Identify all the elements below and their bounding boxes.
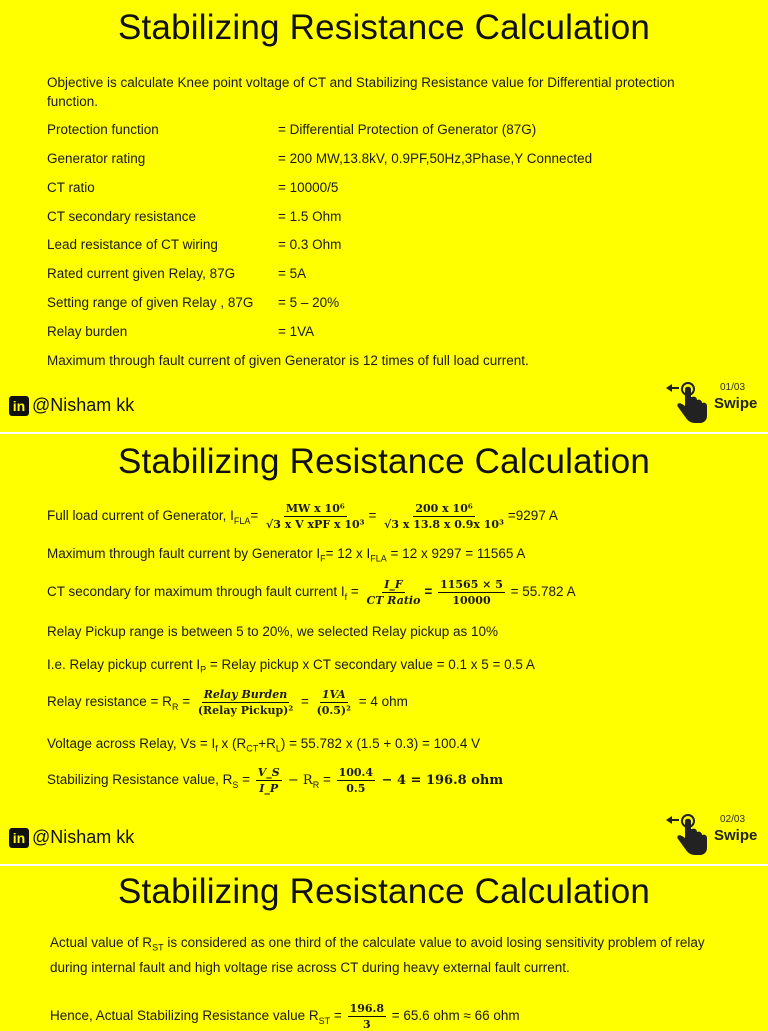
eq-sub: L <box>275 743 281 754</box>
param-value: = Differential Protection of Generator (87G) <box>278 122 537 137</box>
relay-resistance-equation <box>47 688 408 717</box>
param-label: CT ratio <box>47 180 95 195</box>
eq-text: Relay resistance = R <box>47 694 172 710</box>
hand-pointer-icon <box>664 812 712 860</box>
fraction-num: 196.8 <box>349 1002 385 1015</box>
slide-title: Stabilizing Resistance Calculation <box>117 8 651 47</box>
linkedin-icon: in <box>9 828 29 848</box>
param-label: Setting range of given Relay , 87G <box>47 295 254 310</box>
eq-text: ) = 55.782 x (1.5 + 0.3) = 100.4 V <box>280 736 481 751</box>
author-name: @Nisham kk <box>32 395 135 415</box>
fraction-den: (0.5)² <box>316 704 351 717</box>
fraction <box>256 766 282 795</box>
eq-sign: = <box>178 694 194 710</box>
eq-result: = 65.6 ohm ≈ 66 ohm <box>388 1008 520 1024</box>
fraction-num: V_S <box>257 766 280 779</box>
ct-secondary-equation <box>47 578 576 607</box>
eq-text: is considered as one third of the calculate value to avoid losing sensitivity problem of relay during internal fault and high voltage rise across CT during heavy external fault current. <box>50 935 705 975</box>
param-label: Protection function <box>47 122 159 137</box>
eq-sign: = <box>424 584 433 600</box>
eq-sign: = <box>330 1008 346 1024</box>
eq-sub: f <box>344 591 348 602</box>
eq-text: = 12 x 9297 = 11565 A <box>386 546 526 561</box>
fraction <box>348 1002 386 1031</box>
fraction-den: (Relay Pickup)² <box>197 704 294 717</box>
eq-text: Voltage across Relay, Vs = I <box>47 736 216 751</box>
fraction-num: Relay Burden <box>203 688 288 701</box>
fraction-num: MW x 10⁶ <box>285 502 345 515</box>
eq-text: Stabilizing Resistance value, R <box>47 772 233 788</box>
fraction-den: √3 x V xPF x 10³ <box>266 518 365 531</box>
param-value: = 1VA <box>278 324 315 339</box>
eq-sign: = <box>368 508 377 524</box>
fraction-den: I_P <box>259 782 279 795</box>
hand-pointer-icon <box>664 380 712 428</box>
author-brand[interactable] <box>9 827 134 848</box>
pickup-current-equation <box>47 657 535 675</box>
fraction <box>337 766 375 795</box>
swipe-indicator[interactable] <box>664 380 764 428</box>
fraction-den: 0.5 <box>346 782 366 795</box>
stabilizing-resistance-equation <box>47 766 503 795</box>
fraction <box>264 502 366 531</box>
eq-text: I.e. Relay pickup current I <box>47 657 201 672</box>
fraction-den: √3 x 13.8 x 0.9x 10³ <box>384 518 504 531</box>
fraction-den: 10000 <box>452 594 491 607</box>
swipe-indicator[interactable] <box>664 812 764 860</box>
eq-sign: = <box>238 772 254 788</box>
eq-sign: = <box>347 584 363 600</box>
linkedin-icon: in <box>9 396 29 416</box>
fraction-den: 3 <box>362 1018 371 1031</box>
param-value: = 0.3 Ohm <box>278 237 342 252</box>
param-label: Lead resistance of CT wiring <box>47 237 218 252</box>
page-indicator: 01/03 <box>720 382 746 393</box>
note-text: Maximum through fault current of given Generator is 12 times of full load current. <box>47 353 529 368</box>
param-label: CT secondary resistance <box>47 209 197 224</box>
eq-text: Actual value of R <box>50 935 153 950</box>
eq-result: = 55.782 A <box>506 584 576 600</box>
fraction-num: 1VA <box>321 688 346 701</box>
fraction-num: 11565 × 5 <box>440 578 503 591</box>
param-value: = 1.5 Ohm <box>278 209 342 224</box>
swipe-label: Swipe <box>714 827 758 844</box>
param-value: = 200 MW,13.8kV, 0.9PF,50Hz,3Phase,Y Connected <box>278 151 593 166</box>
eq-sub: ST <box>152 942 164 953</box>
eq-sub: FLA <box>233 515 251 526</box>
author-brand[interactable] <box>9 395 134 416</box>
eq-sign: = <box>250 508 259 524</box>
eq-text: Full load current of Generator, I <box>47 508 234 524</box>
actual-value-text <box>50 933 730 977</box>
voltage-equation <box>47 736 480 754</box>
eq-text: CT secondary for maximum through fault current I <box>47 584 345 600</box>
fraction <box>196 688 295 717</box>
param-value: = 10000/5 <box>278 180 339 195</box>
slide-title: Stabilizing Resistance Calculation <box>117 442 651 481</box>
eq-result: =9297 A <box>507 508 558 524</box>
eq-sub: CT <box>246 743 259 754</box>
slide-3 <box>0 866 768 1031</box>
page-indicator: 02/03 <box>720 814 746 825</box>
eq-sign: = <box>297 694 313 710</box>
full-load-equation <box>47 502 558 531</box>
swipe-label: Swipe <box>714 395 758 412</box>
objective-text: Objective is calculate Knee point voltage of CT and Stabilizing Resistance value for Differential protection function. <box>47 75 675 109</box>
eq-text: Hence, Actual Stabilizing Resistance value R <box>50 1008 319 1024</box>
eq-sign: = <box>319 772 335 788</box>
eq-sub: ST <box>318 1015 331 1026</box>
eq-sub: S <box>232 779 239 790</box>
fraction <box>365 578 423 607</box>
eq-sub: P <box>200 664 207 675</box>
eq-text: +R <box>258 736 276 751</box>
eq-sub: R <box>312 779 320 790</box>
eq-sub: F <box>320 553 326 564</box>
param-label: Relay burden <box>47 324 128 339</box>
max-fault-equation <box>47 546 525 564</box>
param-value: = 5 – 20% <box>278 295 340 310</box>
param-value: = 5A <box>278 266 307 281</box>
fraction <box>315 688 353 717</box>
eq-text: − R <box>283 773 313 789</box>
fraction-num: I_F <box>384 578 403 591</box>
fraction-num: 200 x 10⁶ <box>415 502 473 515</box>
slide-1 <box>0 0 768 432</box>
eq-text: = 12 x I <box>325 546 371 561</box>
eq-result: = 4 ohm <box>354 694 408 710</box>
fraction <box>438 578 505 607</box>
fraction-num: 100.4 <box>338 766 374 779</box>
eq-text: x (R <box>217 736 247 751</box>
slide-2 <box>0 434 768 864</box>
eq-result: − 4 = 196.8 ohm <box>377 773 504 789</box>
eq-sub: R <box>171 701 179 712</box>
hence-equation <box>50 1002 520 1031</box>
param-label: Rated current given Relay, 87G <box>47 266 236 281</box>
slide-title: Stabilizing Resistance Calculation <box>117 872 651 911</box>
eq-text: Maximum through fault current by Generator I <box>47 546 321 561</box>
author-name: @Nisham kk <box>32 827 135 847</box>
eq-sub: f <box>215 743 218 754</box>
eq-text: = Relay pickup x CT secondary value = 0.1 x 5 = 0.5 A <box>206 657 535 672</box>
fraction <box>382 502 506 531</box>
pickup-range-text: Relay Pickup range is between 5 to 20%, we selected Relay pickup as 10% <box>47 624 499 639</box>
fraction-den: CT Ratio <box>366 594 421 607</box>
eq-sub: FLA <box>370 553 387 564</box>
param-label: Generator rating <box>47 151 146 166</box>
